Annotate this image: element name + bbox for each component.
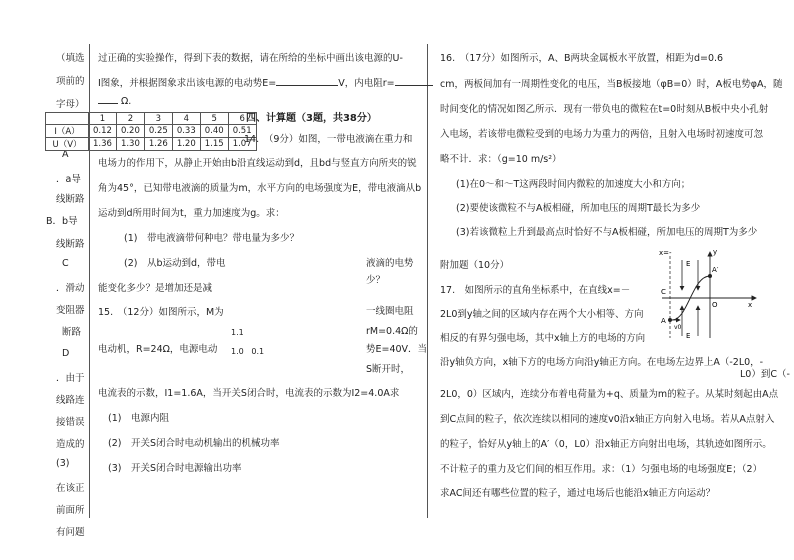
sidebar-line: 线路连 bbox=[56, 395, 85, 406]
extra-title: 附加题（10分） bbox=[440, 260, 510, 271]
table-cell: 1.15 bbox=[200, 138, 228, 151]
table-cell: 4 bbox=[172, 113, 200, 125]
q15-sub-3: (3) 开关S闭合时电源输出功率 bbox=[108, 463, 242, 474]
point-A-prime bbox=[708, 274, 712, 278]
fig-label-x: x bbox=[748, 301, 753, 309]
sidebar-line: A bbox=[62, 149, 69, 160]
intro-line-2a: I图象，并根据图象求出该电源的电动势E= bbox=[98, 78, 277, 89]
fig-label-C: C bbox=[661, 288, 666, 296]
q15-line-g: 电流表的示数，I1=1.6A，当开关S闭合时，电流表的示数为I2=4.0A求 bbox=[98, 388, 400, 399]
table-row bbox=[46, 138, 257, 151]
q14-sub-1: (1) 带电液滴带何种电？带电量为多少？ bbox=[124, 233, 299, 244]
q16-sub-3: (3)若该微粒上升到最高点时恰好不与A板相碰，所加电压的周期T为多少 bbox=[456, 227, 758, 238]
q15-sub-2: (2) 开关S闭合时电动机输出的机械功率 bbox=[108, 438, 280, 449]
table-cell: 0.12 bbox=[89, 125, 117, 138]
sidebar-line: C bbox=[62, 258, 69, 269]
q14-sub-2a: (2) 从b运动到d，带电 bbox=[124, 258, 226, 269]
q15-line-a: 15. （12分）如图所示，M为 bbox=[98, 307, 224, 318]
table-cell: 1.20 bbox=[172, 138, 200, 151]
sidebar-line: （填选 bbox=[56, 53, 85, 64]
intro-line-2b: V，内电阻r= bbox=[338, 78, 395, 89]
sidebar-line: 断路 bbox=[62, 327, 82, 338]
table-cell bbox=[46, 113, 89, 125]
fig-label-A-prime: A′ bbox=[712, 266, 719, 274]
table-cell: 0.33 bbox=[172, 125, 200, 138]
table-cell: 1.36 bbox=[89, 138, 117, 151]
table-cell: 0.25 bbox=[144, 125, 172, 138]
q15-fig-label-2 bbox=[231, 347, 264, 356]
q15-sub-1: (1) 电源内阻 bbox=[108, 413, 169, 424]
q14-line-2: 电场力的作用下，从静止开始由b沿直线运动到d，且bd与竖直方向所夹的锐 bbox=[98, 158, 417, 169]
q17-line-8: 的粒子，恰好从y轴上的A′（0，L0）沿x轴正方向射出电场，其轨迹如图所示。 bbox=[440, 439, 772, 450]
table-cell: 1 bbox=[89, 113, 117, 125]
fig-label-y: y bbox=[713, 248, 718, 256]
q16-sub-1: (1)在0～和～T这两段时间内微粒的加速度大小和方向； bbox=[456, 179, 691, 190]
table-cell: 0.51 bbox=[228, 125, 256, 138]
intro-line-3-text: Ω. bbox=[121, 96, 132, 107]
sidebar-line: 字母） bbox=[56, 99, 85, 110]
q15-line-b: 一线圈电阻 bbox=[366, 306, 414, 317]
q17-line-3: 相反的有界匀强电场，其中x轴上方的电场的方向 bbox=[440, 333, 646, 344]
unit-blank bbox=[98, 103, 118, 104]
q15-fig-label-2b: 0.1 bbox=[251, 347, 265, 356]
sidebar-line: 在该正 bbox=[56, 483, 85, 494]
table-cell: 1.26 bbox=[144, 138, 172, 151]
table-row bbox=[46, 113, 257, 125]
sidebar-line: ．由于 bbox=[56, 373, 85, 384]
q14-sub-2d: 少？ bbox=[366, 275, 386, 286]
table-row bbox=[46, 125, 257, 138]
fig-label-v0: v0 bbox=[674, 324, 682, 331]
q14-sub-2c: 能变化多少？是增加还是减 bbox=[98, 283, 213, 294]
intro-line-3 bbox=[98, 96, 131, 107]
q15-line-f: S断开时， bbox=[366, 364, 411, 375]
sidebar-line: 变阻器 bbox=[56, 305, 85, 316]
intro-line-2 bbox=[98, 75, 433, 89]
resistance-blank bbox=[395, 85, 433, 86]
fig-label-A: A bbox=[661, 317, 666, 325]
sidebar-line: 造成的 bbox=[56, 439, 85, 450]
table-cell: I（A） bbox=[46, 125, 89, 138]
point-A bbox=[668, 318, 672, 322]
section-title: 四、计算题（3题，共38分） bbox=[246, 113, 377, 124]
table-cell: 1.07 bbox=[228, 138, 256, 151]
table-cell: U（V） bbox=[46, 138, 89, 151]
q16-line-4: 入电场，若该带电微粒受到的电场力为重力的两倍，且射入电场时初速度可忽 bbox=[440, 129, 764, 140]
q16-sub-2: (2)要使该微粒不与A板相碰，所加电压的周期T最长为多少 bbox=[456, 203, 701, 214]
q17-line-4: 沿y轴负方向，x轴下方的电场方向沿y轴正方向。在电场左边界上A（-2L0，- bbox=[440, 357, 764, 368]
q17-line-1: 17. 如图所示的直角坐标系中，在直线x=－ bbox=[440, 285, 631, 296]
q15-fig-label-2a: 1.0 bbox=[231, 347, 244, 356]
table-cell: 6 bbox=[228, 113, 256, 125]
q15-line-c: 电动机，R=24Ω，电源电动 bbox=[98, 344, 218, 355]
sidebar-line: 项前的 bbox=[56, 76, 85, 87]
q14-sub-2b: 液滴的电势 bbox=[366, 258, 414, 269]
sidebar-line: (3) bbox=[56, 458, 70, 469]
sidebar-line: ．a导 bbox=[56, 174, 81, 185]
q14-line-4: 运动到d所用时间为t，重力加速度为g。求： bbox=[98, 208, 285, 219]
q14-line-1: 14. （9分）如图，一带电液滴在重力和 bbox=[244, 134, 413, 145]
q17-line-7: 到C点间的粒子，依次连续以相同的速度v0沿x轴正方向射入电场。若从A点射入 bbox=[440, 414, 775, 425]
q16-line-2: cm，两板间加有一周期性变化的电压，当B板接地（φB=0）时，A板电势φA，随 bbox=[440, 79, 783, 90]
table-cell: 0.20 bbox=[116, 125, 144, 138]
fig-label-E-bottom: E bbox=[686, 332, 691, 340]
column-divider-right bbox=[427, 44, 428, 518]
q17-line-5: L0）到C（- bbox=[740, 369, 790, 380]
q14-line-3: 角为45°，已知带电液滴的质量为m，水平方向的电场强度为E，带电液滴从b bbox=[98, 183, 422, 194]
emf-blank bbox=[276, 85, 338, 86]
q17-line-2: 2L0到y轴之间的区域内存在两个大小相等、方向 bbox=[440, 309, 644, 320]
sidebar-line: B．b导 bbox=[46, 216, 78, 227]
sidebar-line: ．滑动 bbox=[56, 283, 85, 294]
q17-line-10: 求AC间还有哪些位置的粒子，通过电场后也能沿x轴正方向运动？ bbox=[440, 488, 716, 499]
q17-field-diagram bbox=[648, 246, 760, 342]
table-cell: 5 bbox=[200, 113, 228, 125]
data-table bbox=[45, 112, 257, 151]
q17-line-6: 2L0，0）区域内，连续分布着电荷量为+q、质量为m的粒子。从某时刻起由A点 bbox=[440, 389, 779, 400]
sidebar-line: 线断路 bbox=[56, 194, 85, 205]
table-cell: 2 bbox=[116, 113, 144, 125]
fig-label-O: O bbox=[712, 301, 718, 309]
q15-line-d: rM=0.4Ω的 bbox=[366, 326, 418, 337]
sidebar-line: 前面所 bbox=[56, 505, 85, 516]
q15-fig-label-1: 1.1 bbox=[231, 328, 244, 337]
sidebar-line: 有问题 bbox=[56, 527, 85, 538]
sidebar-line: 线断路 bbox=[56, 239, 85, 250]
q16-line-5: 略不计．求：（g=10 m/s²） bbox=[440, 154, 562, 165]
fig-label-x-left: x=- bbox=[659, 249, 672, 257]
table-cell: 1.30 bbox=[116, 138, 144, 151]
table-cell: 0.40 bbox=[200, 125, 228, 138]
q16-line-3: 时间变化的情况如图乙所示．现有一带负电的微粒在t=0时刻从B板中央小孔射 bbox=[440, 104, 769, 115]
q17-line-9: 不计粒子的重力及它们间的相互作用。求：（1）匀强电场的电场强度E；（2） bbox=[440, 464, 763, 475]
q15-line-e: 势E=40V．当 bbox=[366, 344, 428, 355]
fig-label-E-top: E bbox=[686, 260, 691, 268]
intro-line-1: 过正确的实验操作，得到下表的数据，请在所给的坐标中画出该电源的U- bbox=[98, 53, 403, 64]
sidebar-line: D bbox=[62, 348, 70, 359]
sidebar-line: 接错误 bbox=[56, 417, 85, 428]
q16-line-1: 16. （17分）如图所示，A、B两块金属板水平放置，相距为d=0.6 bbox=[440, 53, 724, 64]
table-cell: 3 bbox=[144, 113, 172, 125]
